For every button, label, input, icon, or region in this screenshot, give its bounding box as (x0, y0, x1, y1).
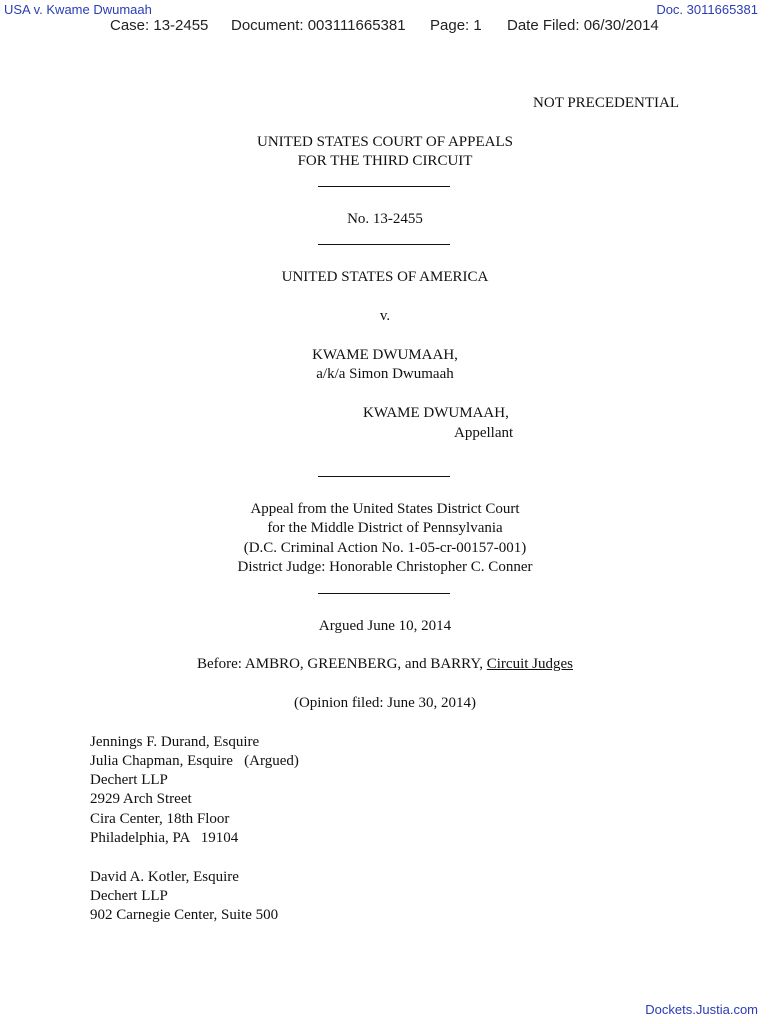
appeal-line: (D.C. Criminal Action No. 1-05-cr-00157-001) (243, 540, 527, 556)
header-document: Document: 003111665381 (231, 17, 406, 34)
appellant-name: KWAME DWUMAAH, (363, 405, 509, 421)
appeal-line: District Judge: Honorable Christopher C. Conner (237, 559, 533, 575)
argued-date: Argued June 10, 2014 (318, 618, 452, 634)
panel-judges-names: Before: AMBRO, GREENBERG, and BARRY, (197, 656, 487, 672)
appeal-line: for the Middle District of Pennsylvania (267, 520, 503, 536)
case-number: No. 13-2455 (347, 211, 423, 227)
document-number-link[interactable]: Doc. 3011665381 (656, 2, 758, 17)
dockets-justia-link[interactable]: Dockets.Justia.com (645, 1002, 758, 1017)
counsel-line: Dechert LLP (90, 772, 168, 788)
plaintiff-name: UNITED STATES OF AMERICA (281, 269, 489, 285)
divider-rule (318, 593, 450, 594)
defendant-name: KWAME DWUMAAH, (312, 347, 458, 363)
counsel-line: David A. Kotler, Esquire (90, 869, 239, 885)
header-date-filed: Date Filed: 06/30/2014 (507, 17, 659, 34)
counsel-line: 2929 Arch Street (90, 791, 192, 807)
defendant-alias: a/k/a Simon Dwumaah (316, 366, 454, 382)
counsel-line: 902 Carnegie Center, Suite 500 (90, 907, 279, 923)
counsel-line: Dechert LLP (90, 888, 168, 904)
precedential-status: NOT PRECEDENTIAL (533, 95, 679, 111)
divider-rule (318, 476, 450, 477)
counsel-line: Philadelphia, PA 19104 (90, 830, 239, 846)
appellant-role: Appellant (454, 425, 514, 441)
counsel-line: Jennings F. Durand, Esquire (90, 734, 260, 750)
court-name-line1: UNITED STATES COURT OF APPEALS (257, 134, 513, 150)
case-title-link[interactable]: USA v. Kwame Dwumaah (4, 2, 152, 17)
court-name-line2: FOR THE THIRD CIRCUIT (297, 153, 473, 169)
header-case: Case: 13-2455 (110, 17, 209, 34)
header-page: Page: 1 (430, 17, 482, 34)
panel-judges-title: Circuit Judges (486, 656, 573, 672)
opinion-filed: (Opinion filed: June 30, 2014) (293, 695, 477, 711)
versus: v. (379, 308, 391, 324)
counsel-line: Cira Center, 18th Floor (90, 811, 230, 827)
appeal-line: Appeal from the United States District Court (250, 501, 520, 517)
counsel-line: Julia Chapman, Esquire (Argued) (90, 753, 299, 769)
panel-judges (0, 655, 770, 674)
divider-rule (318, 244, 450, 245)
divider-rule (318, 186, 450, 187)
